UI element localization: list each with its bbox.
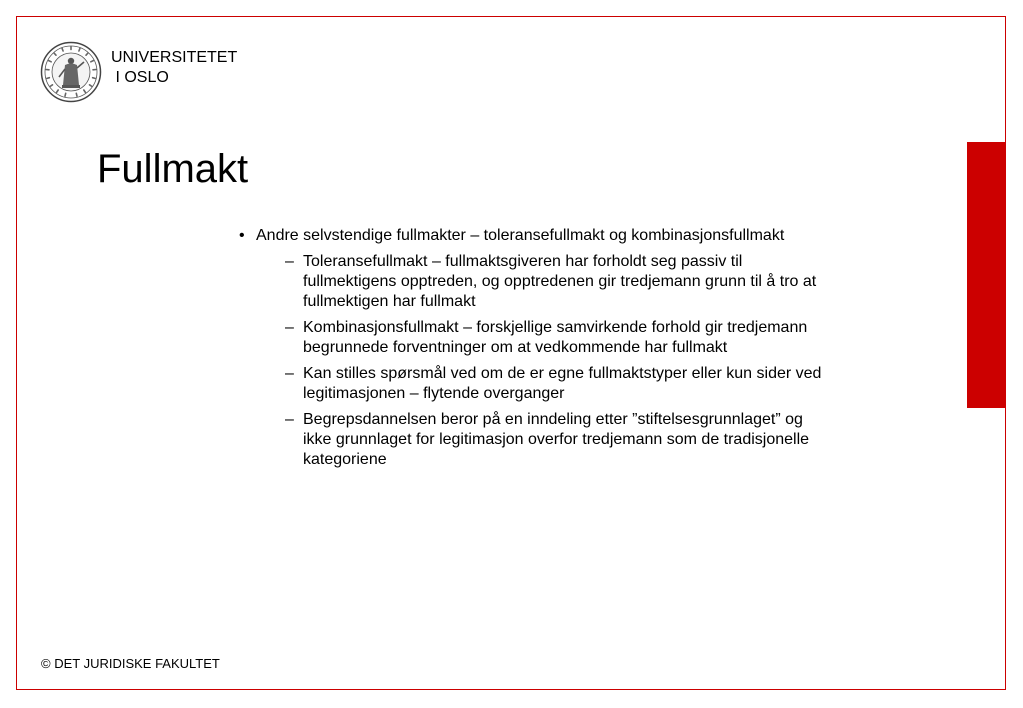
sub-bullet [284, 252, 833, 312]
dash-icon: – [285, 319, 294, 336]
sub-bullet-text: Toleransefullmakt – fullmaktsgiveren har forholdt seg passiv til fullmektigens opptreden, og opptredenen gir tredjemann grunn til å tro at fullmektigen har fullmakt [303, 253, 817, 310]
sub-bullet-text: Kombinasjonsfullmakt – forskjellige samvirkende forhold gir tredjemann begrunnede forventninger om at vedkommende har fullmakt [303, 319, 808, 356]
dash-icon: – [285, 411, 294, 428]
slide-content [238, 226, 838, 476]
sub-bullet [284, 364, 833, 404]
sub-bullet-list [238, 252, 838, 470]
university-name: UNIVERSITETET I OSLO [111, 49, 238, 86]
sub-bullet-text: Begrepsdannelsen beror på en inndeling etter ”stiftelsesgrunnlaget” og ikke grunnlaget for legitimasjon overfor tredjemann som de tradisjonelle kategoriene [303, 411, 810, 468]
bullet-dot-icon: • [239, 227, 245, 244]
sub-bullet [284, 318, 833, 358]
main-bullet-text: Andre selvstendige fullmakter – toleransefullmakt og kombinasjonsfullmakt [256, 227, 785, 244]
sub-bullet-text: Kan stilles spørsmål ved om de er egne fullmaktstyper eller kun sider ved legitimasjonen – flytende overganger [303, 365, 822, 402]
slide-title: Fullmakt [97, 147, 249, 191]
sub-bullet [284, 410, 833, 470]
dash-icon: – [285, 253, 294, 270]
dash-icon: – [285, 365, 294, 382]
main-bullet [238, 226, 838, 246]
accent-bar [967, 142, 1006, 408]
university-seal-icon [40, 41, 102, 103]
footer-copyright: © DET JURIDISKE FAKULTET [41, 656, 220, 671]
